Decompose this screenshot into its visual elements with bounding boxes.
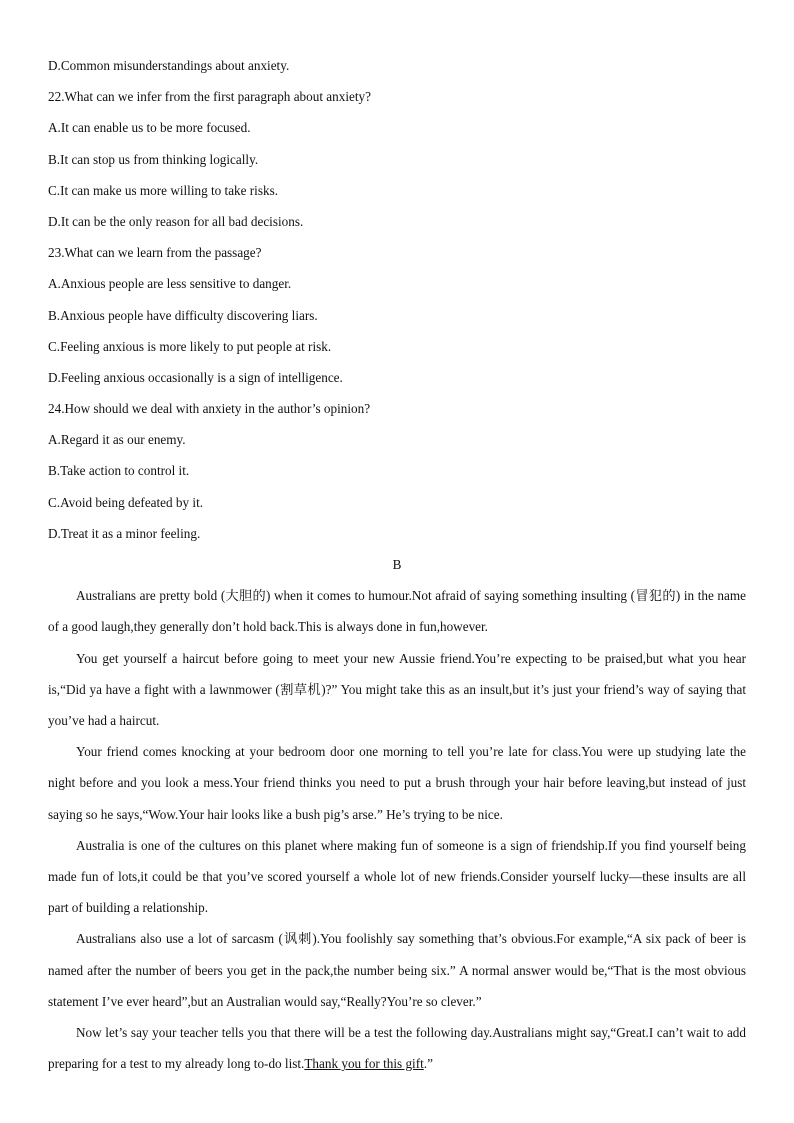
- q23-option-a: A.Anxious people are less sensitive to danger.: [48, 276, 292, 292]
- underlined-phrase: Thank you for this gift: [304, 1056, 424, 1072]
- document-page: [48, 50, 746, 1079]
- q23-option-c: C.Feeling anxious is more likely to put people at risk.: [48, 338, 332, 354]
- q24-option-a: A.Regard it as our enemy.: [48, 432, 186, 448]
- passage-paragraph-1: Australians are pretty bold (大胆的) when it comes to humour.Not afraid of saying something insulting (冒犯的) in the name of a good laugh,they generally don’t hold back.This is always done in fun,however.: [48, 588, 746, 635]
- passage-paragraph-5: Australians also use a lot of sarcasm (讽刺).You foolishly say something that’s obvious.For example,“A six pack of beer is named after the number of beers you get in the pack,the number being six.” A normal answer would be,“That is the most obvious statement I’ve ever heard”,but an Australian would say,“Really?You’re so clever.”: [48, 931, 746, 1009]
- q21-option-d: D.Common misunderstandings about anxiety.: [48, 58, 290, 73]
- passage-paragraph-6: [48, 1017, 746, 1079]
- passage-paragraph-3: Your friend comes knocking at your bedroom door one morning to tell you’re late for class.You were up studying late the night before and you look a mess.Your friend thinks you need to put a brush through your hair before leaving,but instead of just saying so he says,“Wow.Your hair looks like a bush pig’s arse.” He’s trying to be nice.: [48, 744, 746, 822]
- paragraph-6-text: Now let’s say your teacher tells you that there will be a test the following day.Australians might say,“Great.I can’t wait to add preparing for a test to my already long to-do list.: [48, 1025, 746, 1072]
- q23-option-b: B.Anxious people have difficulty discovering liars.: [48, 307, 318, 323]
- section-b-heading: B: [392, 557, 402, 572]
- passage-paragraph-2: You get yourself a haircut before going to meet your new Aussie friend.You’re expecting to be praised,but what you hear is,“Did ya have a fight with a lawnmower (割草机)?” You might take this as an insult,but it’s just your friend’s way of saying that you’ve had a haircut.: [48, 650, 746, 728]
- q22-option-c: C.It can make us more willing to take risks.: [48, 182, 279, 198]
- q24-stem: 24.How should we deal with anxiety in the author’s opinion?: [48, 401, 371, 417]
- q23-option-d: D.Feeling anxious occasionally is a sign of intelligence.: [48, 369, 343, 385]
- q22-stem: 22.What can we infer from the first paragraph about anxiety?: [48, 89, 371, 105]
- q22-option-b: B.It can stop us from thinking logically.: [48, 151, 259, 167]
- paragraph-6-closing-quote: .”: [423, 1056, 433, 1072]
- q24-option-c: C.Avoid being defeated by it.: [48, 494, 204, 510]
- q23-stem: 23.What can we learn from the passage?: [48, 245, 262, 261]
- q24-option-d: D.Treat it as a minor feeling.: [48, 525, 201, 541]
- q24-option-b: B.Take action to control it.: [48, 463, 190, 479]
- q22-option-d: D.It can be the only reason for all bad decisions.: [48, 213, 304, 229]
- passage-paragraph-4: Australia is one of the cultures on this planet where making fun of someone is a sign of friendship.If you find yourself being made fun of lots,it could be that you’ve scored yourself a whole lot of new friends.Consider yourself lucky—these insults are all part of building a relationship.: [48, 837, 746, 916]
- q22-option-a: A.It can enable us to be more focused.: [48, 120, 251, 136]
